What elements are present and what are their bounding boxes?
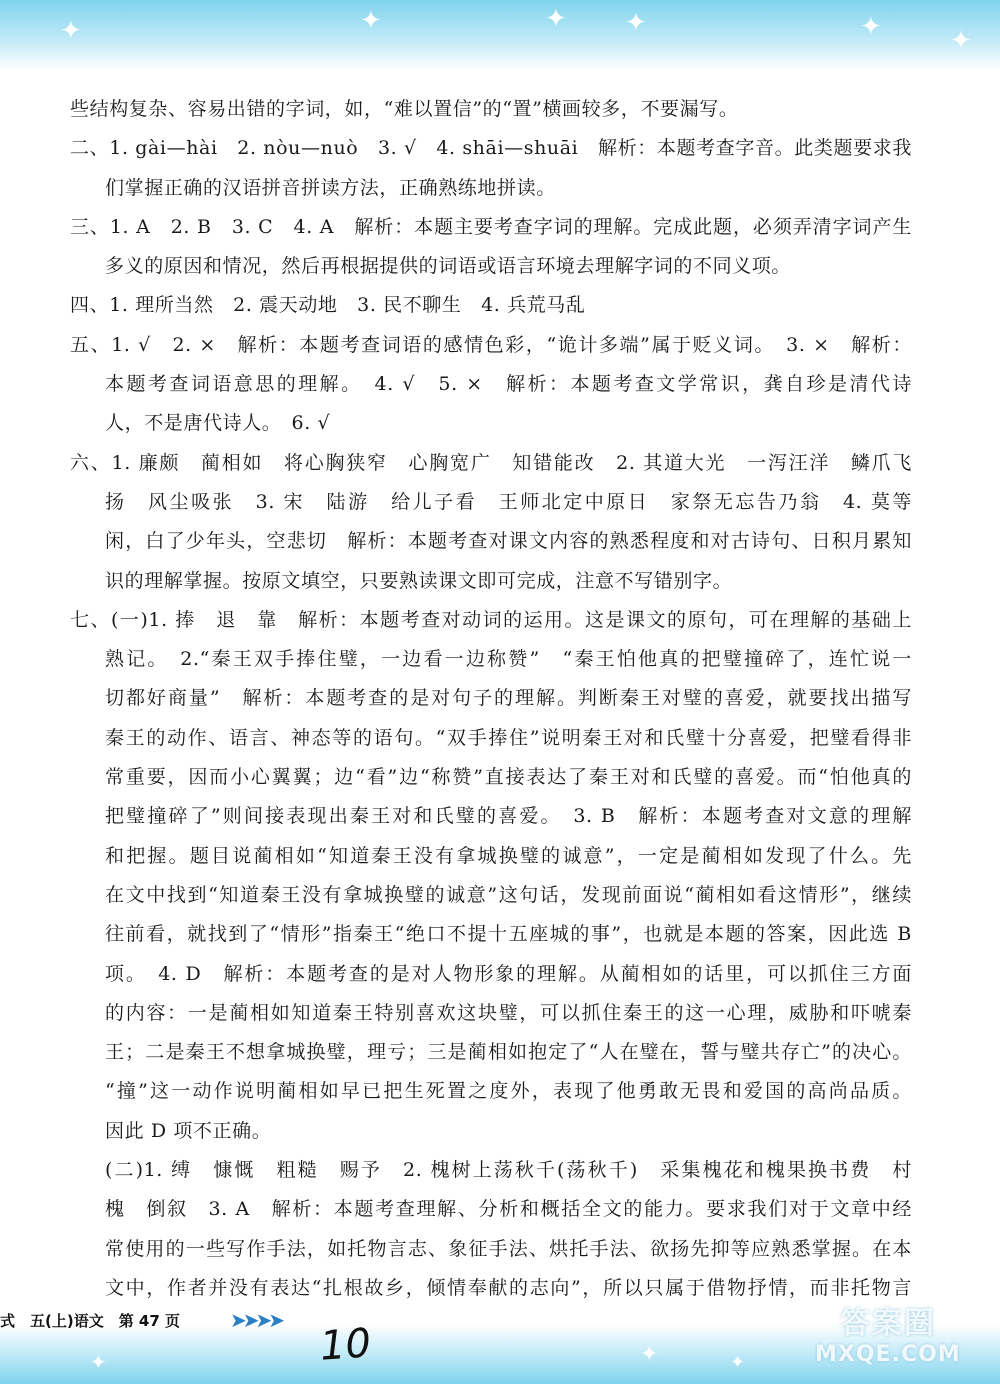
text-line: 项。 4. D 解析：本题考查的是对人物形象的理解。从蔺相如的话里，可以抓住三方面 xyxy=(105,962,912,985)
text-line: 秦王的动作、语言、神态等的语句。“双手捧住”说明秦王对和氏璧十分喜爱，把璧看得非 xyxy=(105,726,912,749)
text-line: 熟记。 2.“秦王双手捧住璧，一边看一边称赞” “秦王怕他真的把璧撞碎了，连忙说一 xyxy=(105,648,912,671)
text-line: 往前看，就找到了“情形”指秦王“绝口不提十五座城的事”，也就是本题的答案，因此选 B xyxy=(105,923,912,946)
sparkle-icon: ✦ xyxy=(60,16,82,46)
text-line: 三、1. A 2. B 3. C 4. A 解析：本题主要考查字词的理解。完成此题，必须弄清字词产生 xyxy=(70,215,912,238)
text-line: 们掌握正确的汉语拼音拼读方法，正确熟练地拼读。 xyxy=(105,176,556,199)
sparkle-icon: ✦ xyxy=(640,1342,659,1367)
text-line: 扬 风尘吸张 3. 宋 陆游 给儿子看 王师北定中原日 家祭无忘告乃翁 4. 莫等 xyxy=(105,490,912,513)
text-line: 的内容：一是蔺相如知道秦王特别喜欢这块璧，可以抓住秦王的这一心理，威胁和吓唬秦 xyxy=(105,1001,912,1024)
text-line: 五、1. √ 2. × 解析：本题考查词语的感情色彩，“诡计多端”属于贬义词。 3. × 解析： xyxy=(70,333,912,356)
sparkle-icon: ✦ xyxy=(625,8,647,38)
answer-text xyxy=(70,90,912,1308)
text-line: 些结构复杂、容易出错的字词，如，“难以置信”的“置”横画较多，不要漏写。 xyxy=(70,98,739,120)
sparkle-icon: ✦ xyxy=(730,1352,746,1373)
text-line: 二、1. gài—hài 2. nòu—nuò 3. √ 4. shāi—shuāi 解析：本题考查字音。此类题要求我 xyxy=(70,137,912,160)
text-line: 识的理解掌握。按原文填空，只要熟读课文即可完成，注意不写错别字。 xyxy=(105,569,733,592)
text-line: 多义的原因和情况，然后再根据提供的词语或语言环境去理解字词的不同义项。 xyxy=(105,255,792,278)
watermark-logo: 答案圈 xyxy=(839,1306,936,1341)
text-line: 和把握。题目说蔺相如“知道秦王没有拿城换璧的诚意”，一定是蔺相如发现了什么。先 xyxy=(105,844,912,867)
top-decorative-band xyxy=(0,0,1000,70)
sparkle-icon: ✦ xyxy=(360,6,382,36)
text-line: 本题考查词语意思的理解。 4. √ 5. × 解析：本题考查文学常识，龚自珍是清代诗 xyxy=(105,373,912,396)
text-line: 七、(一)1. 捧 退 靠 解析：本题考查对动词的运用。这是课文的原句，可在理解的基础上 xyxy=(70,608,912,631)
text-line: 常重要，因而小心翼翼；边“看”边“称赞”直接表达了秦王对和氏璧的喜爱。而“怕他真的 xyxy=(105,766,912,789)
watermark xyxy=(815,1298,961,1367)
sparkle-icon: ✦ xyxy=(545,4,567,34)
text-line: 切都好商量” 解析：本题考查的是对句子的理解。判断秦王对璧的喜爱，就要找出描写 xyxy=(105,687,912,710)
text-line: 闲，白了少年头，空悲切 解析：本题考查对课文内容的熟悉程度和对古诗句、日积月累知 xyxy=(105,530,912,553)
text-line: 人，不是唐代诗人。 6. √ xyxy=(105,412,331,435)
text-line: 六、1. 廉颇 蔺相如 将心胸狭窄 心胸宽广 知错能改 2. 其道大光 一泻汪洋 鳞爪飞 xyxy=(70,451,912,474)
text-line: 王；二是秦王不想拿城换璧，理亏；三是蔺相如抱定了“人在璧在，誓与璧共存亡”的决心。 xyxy=(105,1041,912,1064)
handwritten-note: 10 xyxy=(318,1320,373,1370)
text-line: 四、1. 理所当然 2. 震天动地 3. 民不聊生 4. 兵荒马乱 xyxy=(70,294,586,317)
text-line: 因此 D 项不正确。 xyxy=(105,1119,272,1142)
watermark-url: MXQE.COM xyxy=(815,1342,961,1367)
text-line: 在文中找到“知道秦王没有拿城换璧的诚意”这句话，发现前面说“蔺相如看这情形”，继续 xyxy=(105,883,912,906)
sparkle-icon: ✦ xyxy=(950,26,972,56)
text-line: “撞”这一动作说明蔺相如早已把生死置之度外，表现了他勇敢无畏和爱国的高尚品质。 xyxy=(105,1080,912,1103)
sparkle-icon: ✦ xyxy=(90,1350,107,1374)
text-line: 文中，作者并没有表达“扎根故乡，倾情奉献的志向”，所以只属于借物抒情，而非托物言 xyxy=(105,1276,912,1299)
text-line: 把璧撞碎了”则间接表现出秦王对和氏璧的喜爱。 3. B 解析：本题考查对文意的理解 xyxy=(105,805,912,828)
text-line: (二)1. 缚 慷慨 粗糙 赐予 2. 槐树上荡秋千(荡秋千) 采集槐花和槐果换书费 村 xyxy=(105,1159,912,1182)
text-line: 槐 倒叙 3. A 解析：本题考查理解、分析和概括全文的能力。要求我们对于文章中经 xyxy=(105,1198,912,1221)
arrows-icon: ➤➤➤➤ xyxy=(230,1308,282,1332)
page-footer: 式 五(上)语文 第 47 页 xyxy=(0,1312,181,1330)
text-line: 常使用的一些写作手法，如托物言志、象征手法、烘托手法、欲扬先抑等应熟悉掌握。在本 xyxy=(105,1237,912,1260)
sparkle-icon: ✦ xyxy=(860,12,882,42)
